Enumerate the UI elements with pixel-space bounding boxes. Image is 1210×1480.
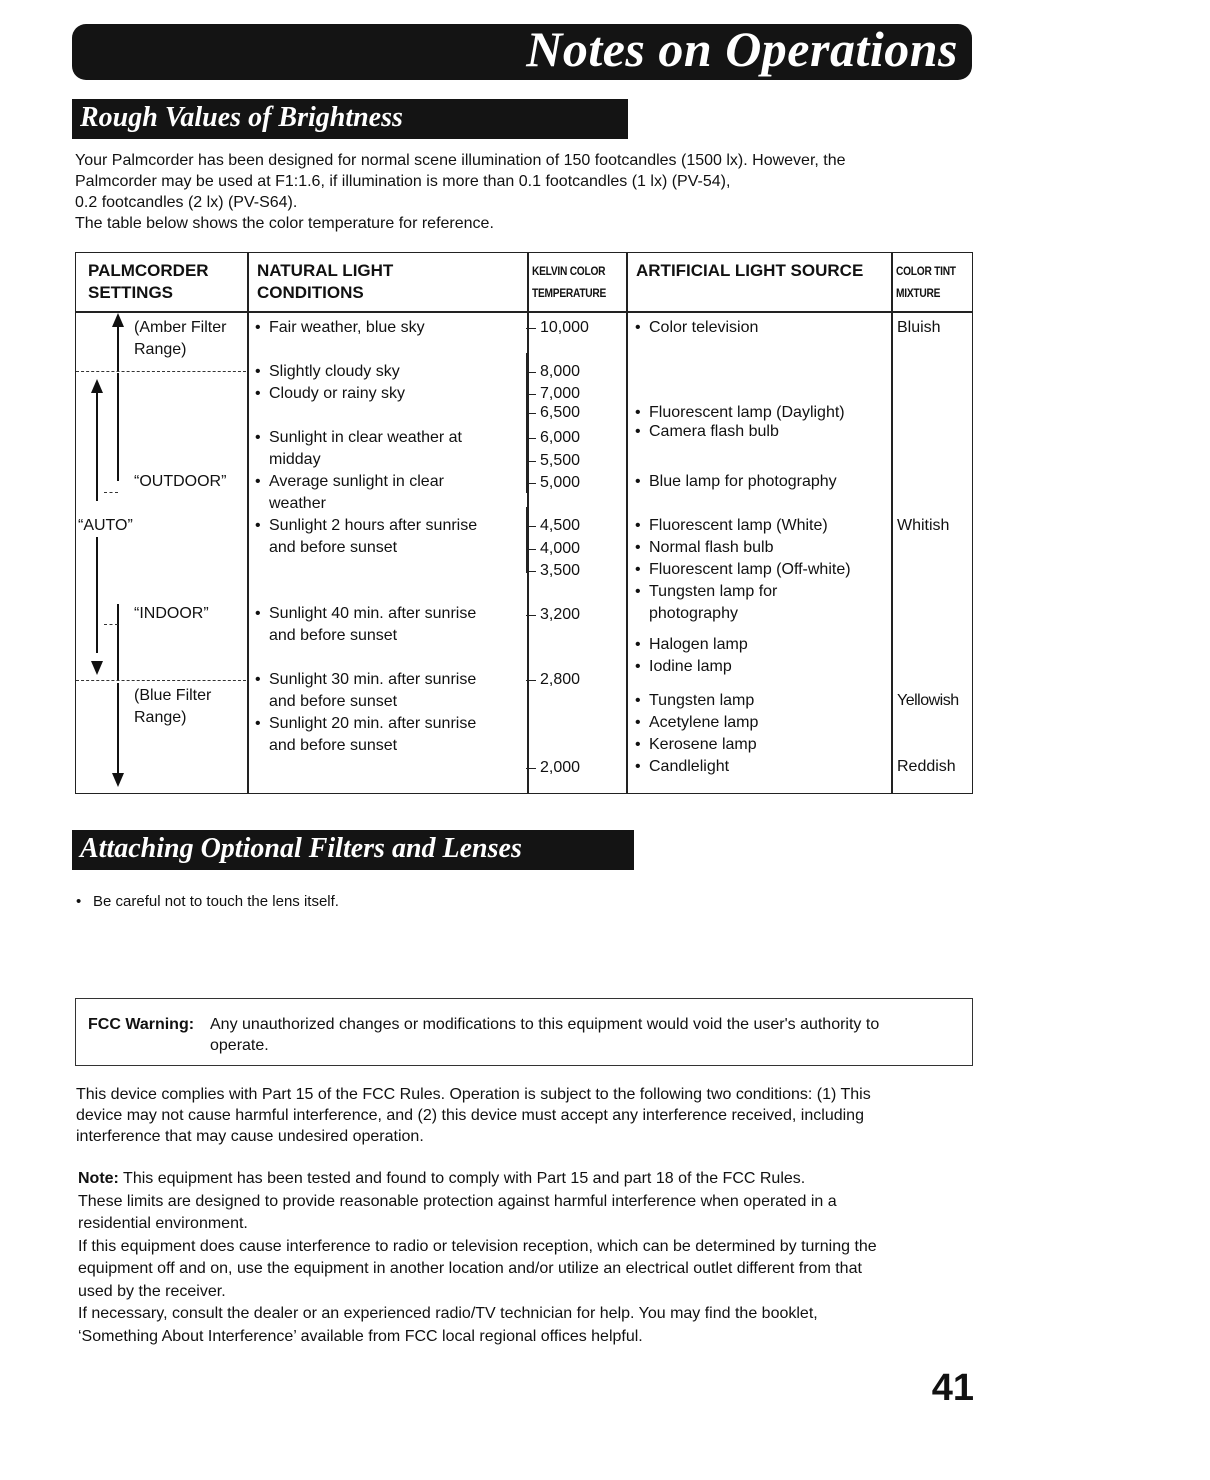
- kelvin-value: 6,000: [540, 429, 581, 446]
- arrow-shaft: [96, 391, 98, 501]
- artificial-item: • Blue lamp for photography: [649, 471, 837, 493]
- kelvin-tick: [526, 394, 536, 395]
- setting-outdoor: “OUTDOOR”: [134, 473, 227, 490]
- natural-line: and before sunset: [269, 693, 398, 710]
- artificial-item: • Fluorescent lamp (Off-white): [649, 559, 851, 581]
- kelvin-tick: [526, 549, 536, 550]
- tint-value: Whitish: [897, 517, 950, 534]
- setting-line: Range): [134, 709, 187, 726]
- note-line: used by the receiver.: [78, 1282, 226, 1300]
- fcc-warning-box: [75, 998, 973, 1066]
- natural-line: and before sunset: [269, 737, 398, 754]
- natural-line: and before sunset: [269, 627, 398, 644]
- bullet-icon: •: [76, 893, 82, 910]
- note-line: If this equipment does cause interference to radio or television reception, which can be determined by turning the: [78, 1237, 877, 1255]
- note-line: These limits are designed to provide reasonable protection against harmful interference when operated in a: [78, 1192, 837, 1210]
- kelvin-value: 7,000: [540, 385, 581, 402]
- compliance-line: This device complies with Part 15 of the FCC Rules. Operation is subject to the following two conditions: (1) This: [76, 1086, 871, 1103]
- header-line: COLOR TINT: [896, 264, 956, 278]
- brightness-table: [75, 252, 973, 794]
- natural-line: • Sunlight 20 min. after sunrise: [269, 715, 477, 732]
- note-line: If necessary, consult the dealer or an experienced radio/TV technician for help. You may find the booklet,: [78, 1305, 818, 1322]
- header-line: CONDITIONS: [257, 283, 364, 302]
- setting-indoor: “INDOOR”: [134, 605, 209, 622]
- section-heading-brightness: Rough Values of Brightness: [72, 99, 628, 139]
- kelvin-value: 10,000: [540, 319, 589, 336]
- header-line: PALMCORDER: [88, 261, 209, 280]
- compliance-line: device may not cause harmful interference, and (2) this device must accept any interference received, including: [76, 1107, 864, 1124]
- natural-item: • Slightly cloudy sky: [269, 361, 400, 383]
- artificial-item: • Fluorescent lamp (White): [649, 515, 828, 537]
- section-heading-filters: Attaching Optional Filters and Lenses: [72, 830, 634, 870]
- artificial-item: [649, 581, 777, 625]
- natural-line: • Sunlight in clear weather at: [269, 429, 462, 446]
- fcc-warning-line: operate.: [210, 1037, 269, 1054]
- header-kelvin: [532, 260, 606, 304]
- note-line: residential environment.: [78, 1215, 248, 1232]
- natural-line: and before sunset: [269, 539, 398, 556]
- note-label: Note:: [78, 1170, 119, 1187]
- arrow-shaft: [96, 537, 98, 653]
- artificial-item: • Color television: [649, 317, 758, 339]
- kelvin-tick: [526, 413, 536, 414]
- artificial-item: • Kerosene lamp: [649, 734, 757, 756]
- natural-line: • Average sunlight in clear: [269, 473, 444, 490]
- kelvin-tick: [526, 328, 536, 329]
- col-divider: [247, 253, 249, 793]
- fcc-warning-label: FCC Warning:: [88, 1016, 195, 1033]
- kelvin-value: 8,000: [540, 363, 581, 380]
- header-natural: [257, 260, 393, 304]
- filters-bullet-text: Be careful not to touch the lens itself.: [93, 893, 339, 910]
- header-palmcorder: [88, 260, 209, 304]
- arrow-shaft: [117, 323, 119, 371]
- setting-line: (Blue Filter: [134, 687, 212, 704]
- artificial-item: • Tungsten lamp: [649, 690, 754, 712]
- artificial-item: • Normal flash bulb: [649, 537, 774, 559]
- kelvin-tick: [526, 768, 536, 769]
- kelvin-scale-line: [526, 507, 527, 573]
- arrow-down-icon: [112, 773, 124, 787]
- arrow-shaft: [117, 373, 119, 481]
- dashed-leader: [104, 624, 118, 625]
- kelvin-value: 3,200: [540, 606, 581, 623]
- kelvin-scale-line: [526, 353, 527, 493]
- kelvin-value: 2,800: [540, 671, 581, 688]
- natural-item: • Fair weather, blue sky: [269, 317, 425, 339]
- note-line: equipment off and on, use the equipment in another location and/or utilize an electrical outlet different from that: [78, 1260, 862, 1277]
- natural-item: [269, 603, 476, 647]
- artificial-line: photography: [649, 605, 738, 622]
- filters-bullet: [76, 891, 339, 912]
- header-line: TEMPERATURE: [532, 286, 607, 300]
- kelvin-tick: [526, 438, 536, 439]
- header-line: SETTINGS: [88, 283, 174, 302]
- intro-line: Palmcorder may be used at F1:1.6, if illumination is more than 0.1 footcandles (1 lx) (PV-54),: [75, 173, 731, 190]
- artificial-item: • Candlelight: [649, 756, 729, 778]
- kelvin-tick: [526, 483, 536, 484]
- intro-line: 0.2 footcandles (2 lx) (PV-S64).: [75, 194, 298, 211]
- header-artificial: ARTIFICIAL LIGHT SOURCE: [636, 261, 864, 280]
- intro-line: Your Palmcorder has been designed for normal scene illumination of 150 footcandles (1500 lx). However, the: [75, 152, 846, 169]
- artificial-line: • Tungsten lamp for: [649, 583, 778, 600]
- natural-item: [269, 669, 476, 713]
- artificial-item: • Fluorescent lamp (Daylight): [649, 402, 845, 424]
- header-tint: [896, 260, 956, 304]
- natural-line: weather: [269, 495, 326, 512]
- col-divider: [626, 253, 628, 793]
- artificial-item: • Halogen lamp: [649, 634, 748, 656]
- natural-item: • Cloudy or rainy sky: [269, 383, 405, 405]
- natural-line: • Sunlight 2 hours after sunrise: [269, 517, 478, 534]
- kelvin-value: 4,500: [540, 517, 581, 534]
- setting-auto: “AUTO”: [78, 515, 133, 537]
- kelvin-value: 4,000: [540, 540, 581, 557]
- fcc-compliance: [76, 1084, 871, 1147]
- kelvin-value: 6,500: [540, 404, 581, 421]
- tint-value: Bluish: [897, 319, 941, 336]
- natural-item: [269, 515, 477, 559]
- tint-value: Yellowish: [897, 692, 959, 709]
- header-line: MIXTURE: [896, 286, 941, 300]
- natural-line: • Sunlight 30 min. after sunrise: [269, 671, 477, 688]
- natural-line: midday: [269, 451, 321, 468]
- kelvin-value: 5,000: [540, 474, 581, 491]
- note-first-line: [78, 1168, 877, 1191]
- natural-item: [269, 471, 444, 515]
- header-line: KELVIN COLOR: [532, 264, 606, 278]
- kelvin-value: 3,500: [540, 562, 581, 579]
- header-divider: [76, 311, 972, 313]
- note-line: ‘Something About Interference’ available from FCC local regional offices helpful.: [78, 1327, 643, 1345]
- dashed-divider: [76, 680, 246, 681]
- kelvin-tick: [526, 615, 536, 616]
- artificial-item: • Camera flash bulb: [649, 421, 779, 443]
- setting-amber: [134, 317, 226, 361]
- kelvin-tick: [526, 461, 536, 462]
- kelvin-tick: [526, 372, 536, 373]
- natural-line: • Sunlight 40 min. after sunrise: [269, 605, 477, 622]
- natural-item: [269, 713, 476, 757]
- fcc-warning-line: Any unauthorized changes or modifications to this equipment would void the user's authority to: [210, 1016, 880, 1033]
- kelvin-tick: [526, 680, 536, 681]
- tint-value: Reddish: [897, 758, 956, 775]
- artificial-item: • Acetylene lamp: [649, 712, 758, 734]
- setting-line: Range): [134, 341, 187, 358]
- dashed-leader: [104, 492, 118, 493]
- col-divider: [891, 253, 893, 793]
- note-first-text: This equipment has been tested and found to comply with Part 15 and part 18 of the FCC Rules.: [123, 1170, 806, 1187]
- page-number: 41: [931, 1367, 974, 1409]
- compliance-line: interference that may cause undesired operation.: [76, 1128, 424, 1145]
- setting-line: (Amber Filter: [134, 319, 227, 336]
- arrow-down-icon: [91, 661, 103, 675]
- brightness-intro: [75, 150, 846, 234]
- artificial-item: • Iodine lamp: [649, 656, 732, 678]
- fcc-warning-text: [210, 1014, 879, 1056]
- arrow-shaft: [117, 604, 119, 680]
- title-banner: [72, 21, 972, 80]
- arrow-shaft: [117, 683, 119, 775]
- setting-blue: [134, 685, 211, 729]
- intro-line: The table below shows the color temperature for reference.: [75, 215, 494, 232]
- header-line: NATURAL LIGHT: [257, 261, 394, 280]
- kelvin-tick: [526, 571, 536, 572]
- dashed-divider: [76, 371, 246, 372]
- kelvin-value: 5,500: [540, 452, 581, 469]
- natural-item: [269, 427, 462, 471]
- fcc-note: [78, 1168, 877, 1348]
- kelvin-tick: [526, 526, 536, 527]
- kelvin-value: 2,000: [540, 759, 581, 776]
- page-title: Notes on Operations: [526, 21, 958, 77]
